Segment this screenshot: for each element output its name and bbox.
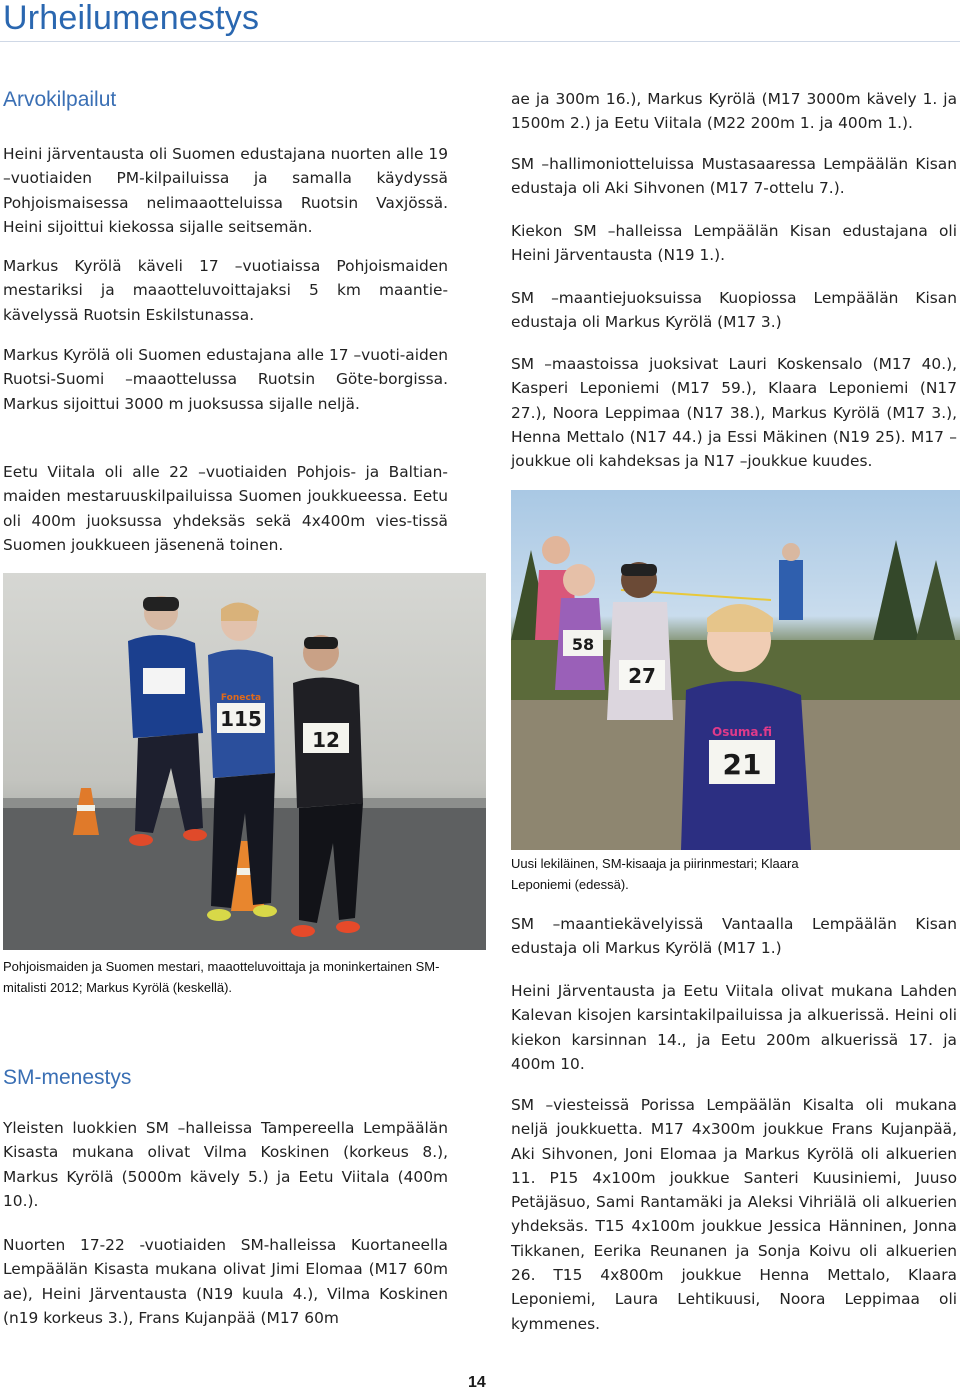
photo-caption: Pohjoismaiden ja Suomen mestari, maaotteluvoittaja ja moninkertainen SM-mitalisti 2012; Markus Kyrölä (keskellä). xyxy=(3,959,440,995)
paragraph: Markus Kyrölä oli Suomen edustajana alle 17 –vuoti-aiden Ruotsi-Suomi –maaottelussa Ruotsin Göte-borgissa. Markus sijoittui 3000 m juoksussa sijalle neljä. xyxy=(3,346,448,413)
paragraph: SM –maantiejuoksuissa Kuopiossa Lempäälän Kisan edustaja oli Markus Kyrölä (M17 3.) xyxy=(511,289,957,332)
section-heading-sm-menestys: SM-menestys xyxy=(3,1066,132,1089)
bib-number: 12 xyxy=(312,728,340,752)
bib-number: 58 xyxy=(571,635,595,654)
page-header xyxy=(0,0,960,42)
photo-caption: Uusi lekiläinen, SM-kisaaja ja piirinmestari; Klaara Leponiemi (edessä). xyxy=(511,856,799,892)
bib-sponsor: Osuma.fi xyxy=(712,725,772,739)
paragraph: SM –hallimoniotteluissa Mustasaaressa Lempäälän Kisan edustaja oli Aki Sihvonen (M17 7-ottelu 7.). xyxy=(511,155,957,198)
bib-sponsor: Fonecta xyxy=(220,693,262,703)
paragraph: SM –maantiekävelyissä Vantaalla Lempäälän Kisan edustaja oli Markus Kyrölä (M17 1.) xyxy=(511,915,957,958)
paragraph: Yleisten luokkien SM –halleissa Tampereella Lempäälän Kisasta mukana olivat Vilma Koskinen (korkeus 8.), Markus Kyrölä (5000m kävely 5.) ja Eetu Viitala (400m 10.). xyxy=(3,1119,448,1210)
photo-runners-klaara-leponiemi xyxy=(511,490,960,850)
bib-number: 115 xyxy=(220,707,262,731)
photo-runners-markus-kyrola xyxy=(3,573,486,950)
paragraph: Nuorten 17-22 -vuotiaiden SM-halleissa Kuortaneella Lempäälän Kisasta mukana olivat Jimi Elomaa (M17 60m ae), Heini Järventausta (N19 kuula 4.), Vilma Koskinen (n19 korkeus 3.), Frans Kujanpää (M17 60m xyxy=(3,1236,448,1327)
page-number: 14 xyxy=(468,1374,486,1391)
paragraph: SM –viesteissä Porissa Lempäälän Kisalta oli mukana neljä joukkuetta. M17 4x300m joukkue Frans Kujanpää, Aki Sihvonen, Joni Elomaa ja Markus Kyrölä oli alkuerien 11. P15 4x100m joukkue Santeri Kuusiniemi, Juuso Petäjäsuo, Sami Rantamäki ja Aleksi Vihriälä oli alkuerien yhdeksäs. T15 4x100m joukkue Jessica Hänninen, Jonna Tikkanen, Eerika Reunanen ja Sonja Koivu oli alkuerien 26. T15 4x800m joukkue Henna Mettalo, Klaara Leponiemi, Laura Lehtikuusi, Noora Leppimaa oli kymmenes. xyxy=(511,1096,957,1333)
paragraph: Heini järventausta oli Suomen edustajana nuorten alle 19 –vuotiaiden PM-kilpailuissa ja samalla käydyssä Pohjoismaisessa nelimaaotteluissa Ruotsin Vaxjössä. Heini sijoittui kiekossa sijalle seitsemän. xyxy=(3,145,448,236)
paragraph: Markus Kyrölä käveli 17 –vuotiaissa Pohjoismaiden mestariksi ja maaotteluvoittajaksi 5 km maantie-kävelyssä Ruotsin Eskilstunassa. xyxy=(3,257,448,324)
paragraph: Heini Järventausta ja Eetu Viitala olivat mukana Lahden Kalevan kisojen karsintakilpailuissa ja alkuerissä. Heini oli kiekon karsinnan 14., ja Eetu 200m alkuerissä 17. ja 400m 10. xyxy=(511,982,957,1073)
paragraph: Eetu Viitala oli alle 22 –vuotiaiden Pohjois- ja Baltian-maiden mestaruuskilpailuissa Suomen joukkueessa. Eetu oli 400m juoksussa yhdeksäs sekä 4x400m vies-tissä Suomen joukkueen jäsenenä toinen. xyxy=(3,463,448,554)
bib-number: 21 xyxy=(722,748,762,781)
paragraph: ae ja 300m 16.), Markus Kyrölä (M17 3000m kävely 1. ja 1500m 2.) ja Eetu Viitala (M22 200m 1. ja 400m 1.). xyxy=(511,90,957,133)
paragraph: Kiekon SM –halleissa Lempäälän Kisan edustajana oli Heini Järventausta (N19 1.). xyxy=(511,222,957,265)
page-title: Urheilumenestys xyxy=(3,0,260,37)
paragraph: SM –maastoissa juoksivat Lauri Koskensalo (M17 40.), Kasperi Leponiemi (M17 59.), Klaara Leponiemi (N17 27.), Noora Leppimaa (N17 38.), Markus Kyrölä (M17 3.), Henna Mettalo (N17 44.) ja Essi Mäkinen (N19 25). M17 –joukkue oli kahdeksas ja N17 –joukkue kuudes. xyxy=(511,355,957,471)
section-heading-arvokilpailut: Arvokilpailut xyxy=(3,88,117,111)
bib-number: 27 xyxy=(628,664,656,688)
